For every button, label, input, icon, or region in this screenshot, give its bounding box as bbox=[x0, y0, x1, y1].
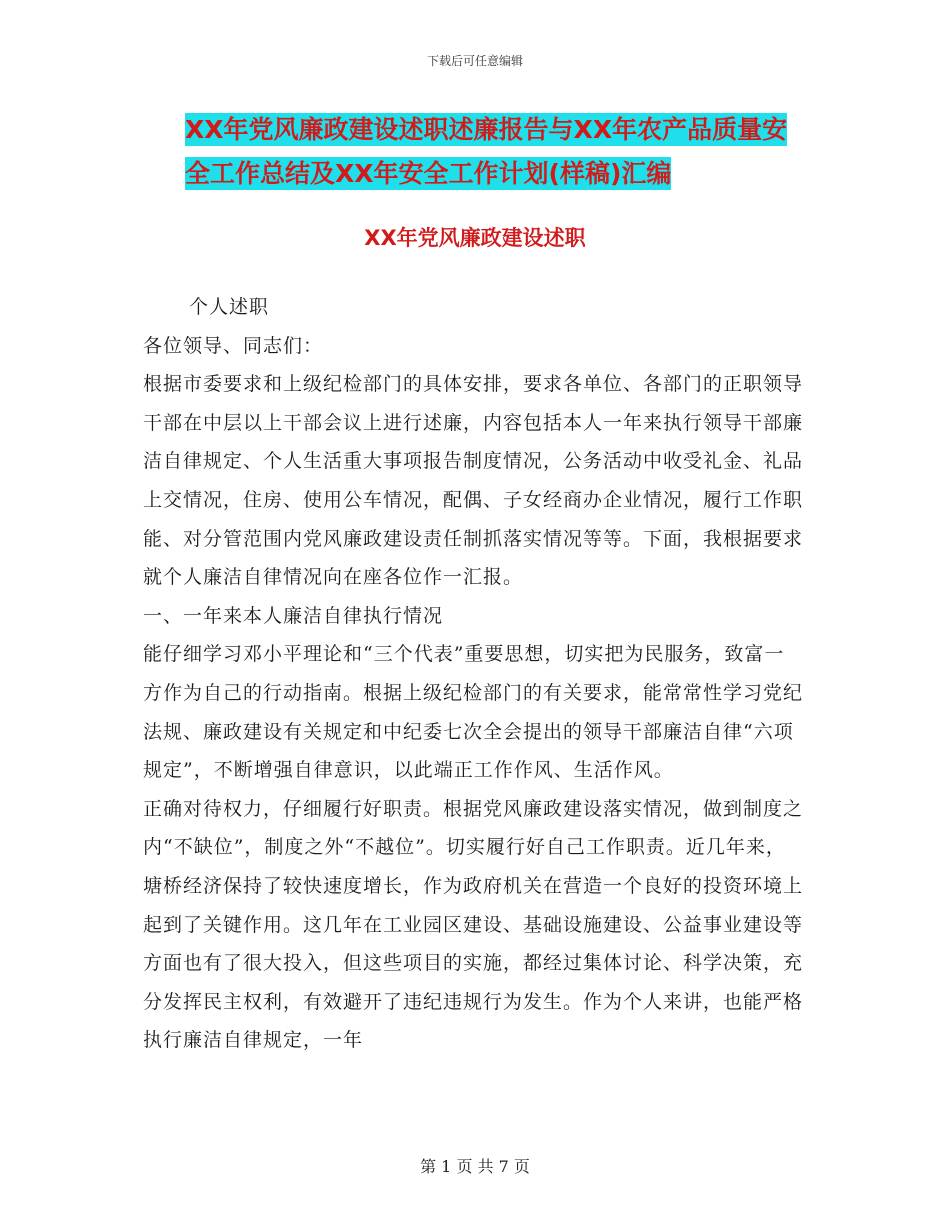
page-number: 第 1 页 共 7 页 bbox=[420, 1157, 530, 1176]
document-title-line-2: 全工作总结及XX年安全工作计划(样稿)汇编 bbox=[185, 159, 672, 188]
document-title-line-1: XX年党风廉政建设述职述廉报告与XX年农产品质量安 bbox=[185, 115, 788, 144]
section-title: XX年党风廉政建设述职 bbox=[364, 226, 586, 250]
document-body bbox=[143, 288, 803, 1060]
paragraph-subheading: 个人述职 bbox=[189, 296, 270, 318]
paragraph-salutation: 各位领导、同志们： bbox=[143, 334, 324, 357]
paragraph: 正确对待权力，仔细履行好职责。根据党风廉政建设落实情况，做到制度之内“不缺位”，制度之外“不越位”。切实履行好自己工作职责。近几年来，塘桥经济保持了较快速度增长，作为政府机关在营造一个良好的投资环境上起到了关键作用。这几年在工业园区建设、基础设施建设、公益事业建设等方面也有了很大投入，但这些项目的实施，都经过集体讨论、科学决策，充分发挥民主权利，有效避开了违纪违规行为发生。作为个人来讲，也能严格执行廉洁自律规定，一年 bbox=[143, 797, 804, 1052]
paragraph: 根据市委要求和上级纪检部门的具体安排，要求各单位、各部门的正职领导干部在中层以上干部会议上进行述廉，内容包括本人一年来执行领导干部廉洁自律规定、个人生活重大事项报告制度情况，公务活动中收受礼金、礼品上交情况，住房、使用公车情况，配偶、子女经商办企业情况，履行工作职能、对分管范围内党风廉政建设责任制抓落实情况等等。下面，我根据要求就个人廉洁自律情况向在座各位作一汇报。 bbox=[143, 373, 804, 589]
document-title bbox=[185, 108, 825, 196]
paragraph: 能仔细学习邓小平理论和“三个代表”重要思想，切实把为民服务，致富一方作为自己的行动指南。根据上级纪检部门的有关要求，能常常性学习党纪法规、廉政建设有关规定和中纪委七次全会提出的领导干部廉洁自律“六项规定”，不断增强自律意识，以此端正工作作风、生活作风。 bbox=[143, 643, 804, 782]
page-header-note: 下载后可任意编辑 bbox=[426, 54, 523, 68]
paragraph-heading: 一、一年来本人廉洁自律执行情况 bbox=[143, 604, 444, 627]
